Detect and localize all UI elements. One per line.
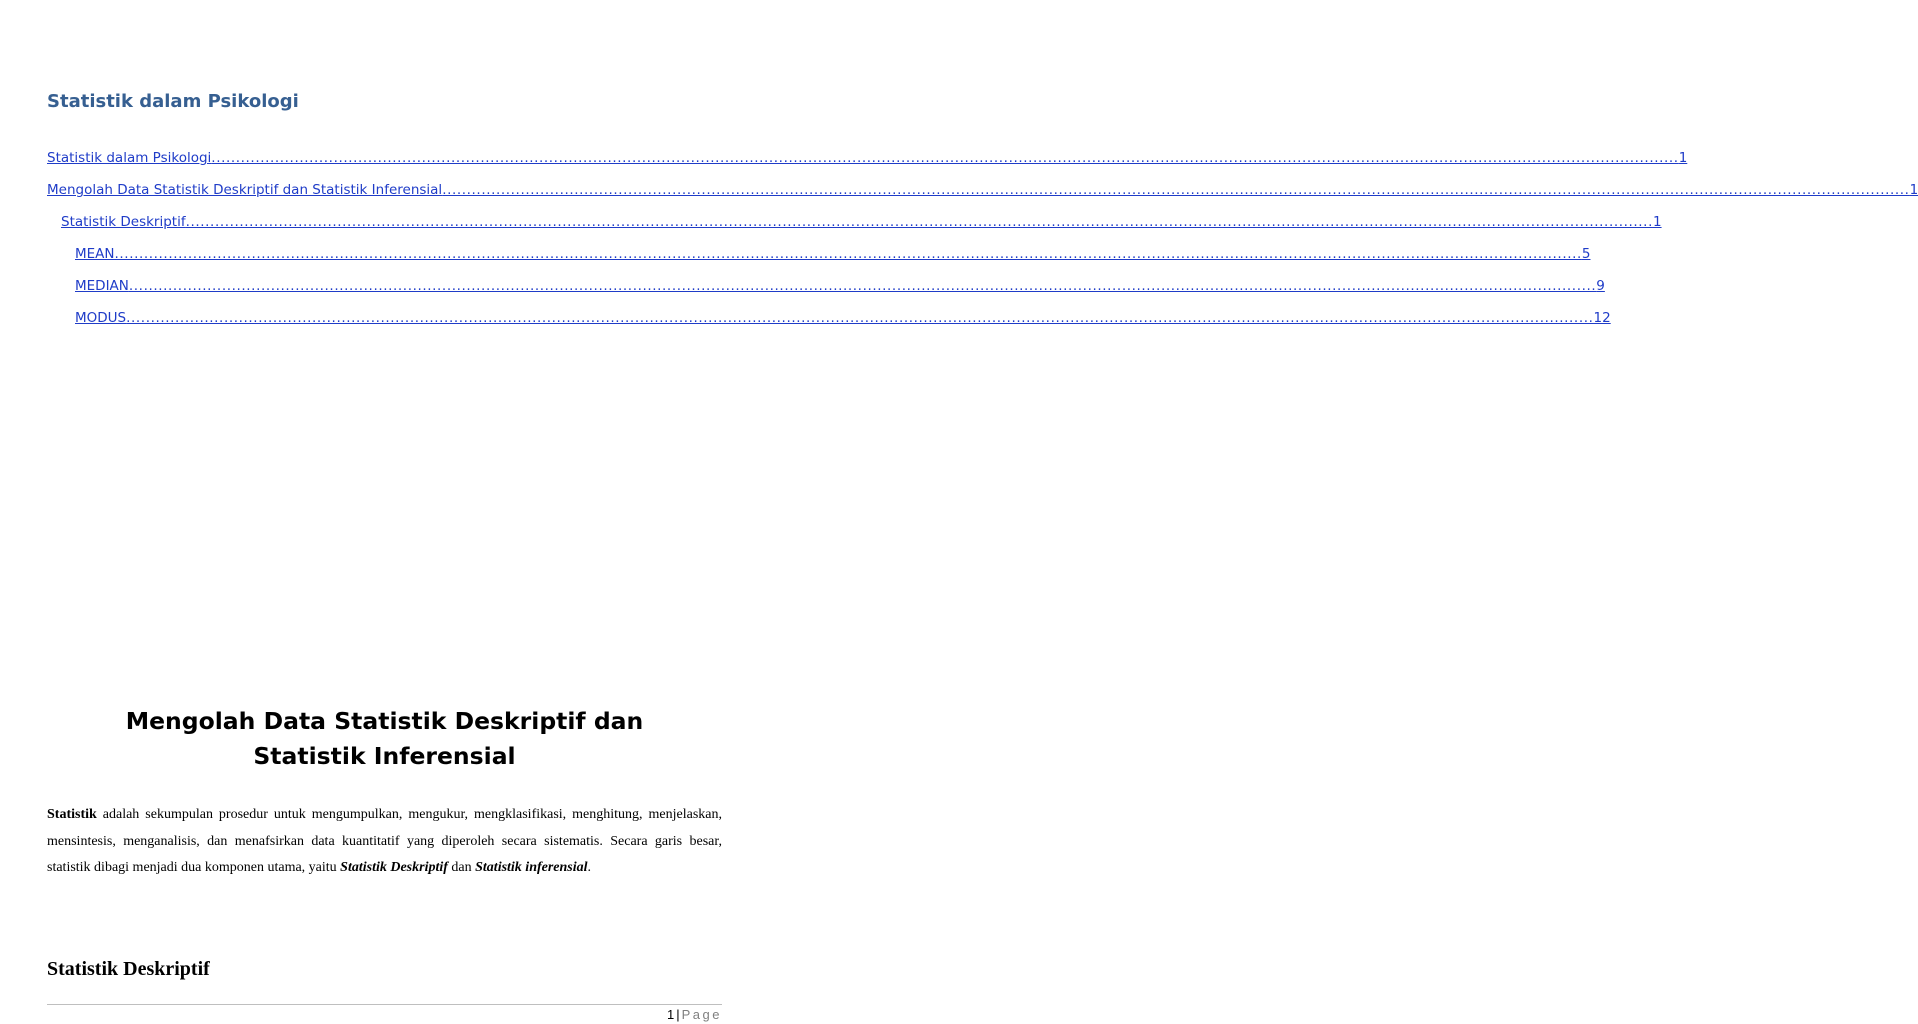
toc-entry-mengolah-data[interactable] [47, 178, 1918, 198]
toc-entry-page: 12 [1593, 310, 1611, 326]
toc-leader-dots: ............................................................................................................................................................................................................................................................................................................ [442, 182, 1910, 198]
paragraph-text: adalah sekumpulan prosedur untuk mengumpulkan, mengukur, mengklasifikasi, menghitung, menjelaskan, mensintesis, menganalisis, dan menafsirkan data kuantitatif yang diperoleh secara sistematis. Secara garis besar, statistik dibagi menjadi dua komponen utama, yaitu [47, 807, 722, 875]
paragraph-end: . [587, 860, 592, 875]
toc-entry-mean[interactable] [75, 242, 1591, 262]
main-title [47, 704, 722, 774]
toc-entry-label: Statistik Deskriptif [61, 214, 186, 230]
toc-heading: Statistik dalam Psikologi [47, 91, 299, 112]
toc-entry-statistik-dalam-psikologi[interactable] [47, 146, 1688, 166]
term-statistik-deskriptif: Statistik Deskriptif [340, 860, 448, 875]
toc-entry-page: 1 [1909, 182, 1918, 198]
paragraph-lead-term: Statistik [47, 807, 97, 822]
toc-entry-label: MEAN [75, 246, 115, 262]
toc-entry-label: MODUS [75, 310, 127, 326]
toc-entry-label: MEDIAN [75, 278, 129, 294]
toc-entry-page: 9 [1596, 278, 1605, 294]
paragraph-conjunction: dan [447, 860, 476, 875]
toc-entry-median[interactable] [75, 274, 1605, 294]
toc-leader-dots: ............................................................................................................................................................................................................................................................................................................ [114, 246, 1582, 262]
footer-page-word: Page [681, 1007, 722, 1022]
toc-leader-dots: ............................................................................................................................................................................................................................................................................................................ [126, 310, 1594, 326]
toc-leader-dots: ............................................................................................................................................................................................................................................................................................................ [211, 150, 1679, 166]
section-heading: Statistik Deskriptif [47, 958, 210, 980]
toc-entry-modus[interactable] [75, 306, 1611, 326]
footer-divider [47, 1004, 722, 1005]
toc-leader-dots: ............................................................................................................................................................................................................................................................................................................ [185, 214, 1653, 230]
main-title-line-1: Mengolah Data Statistik Deskriptif dan [125, 707, 644, 735]
term-statistik-inferensial: Statistik inferensial [475, 860, 588, 875]
toc-entry-label: Statistik dalam Psikologi [47, 150, 212, 166]
toc-entry-page: 1 [1652, 214, 1662, 230]
toc-entry-page: 5 [1581, 246, 1591, 262]
toc-entry-page: 1 [1678, 150, 1688, 166]
intro-paragraph [47, 802, 722, 882]
footer-page-number: 1 [667, 1007, 675, 1022]
toc-entry-label: Mengolah Data Statistik Deskriptif dan Statistik Inferensial [47, 182, 443, 198]
toc-leader-dots: ............................................................................................................................................................................................................................................................................................................ [128, 278, 1597, 294]
page-footer [667, 1007, 722, 1022]
main-title-line-2: Statistik Inferensial [253, 742, 516, 770]
toc-entry-statistik-deskriptif[interactable] [61, 210, 1662, 230]
footer-separator: | [676, 1007, 680, 1022]
